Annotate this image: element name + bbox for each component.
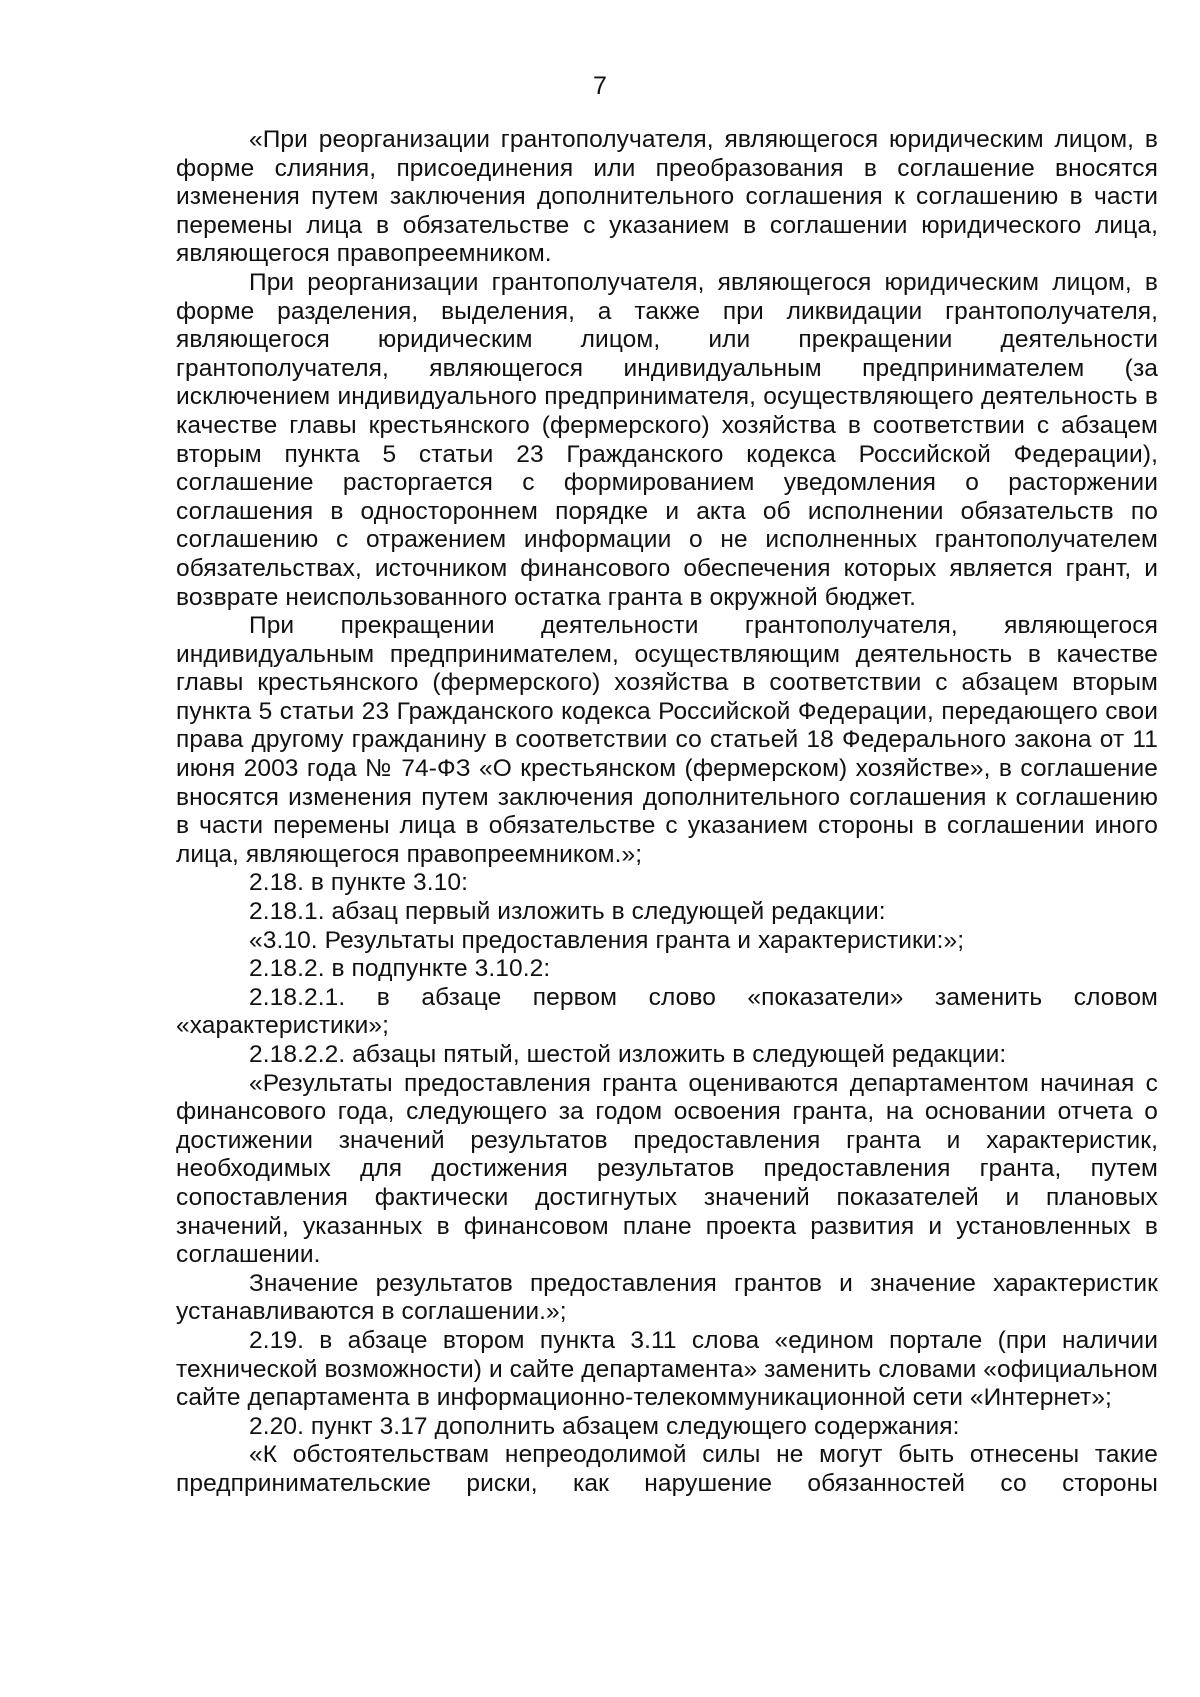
paragraph: «Результаты предоставления гранта оцениваются департаментом начиная с финансового года, следующего за годом освоения гранта, на основании отчета о достижении значений результатов предоставления гранта и характеристик, необходимых для достижения результатов предоставления гранта, путем сопоставления фактически достигнутых значений показателей и плановых значений, указанных в финансовом плане проекта развития и установленных в соглашении.: [176, 1069, 1158, 1269]
paragraph: 2.18. в пункте 3.10:: [249, 869, 469, 897]
paragraph: «К обстоятельствам непреодолимой силы не могут быть отнесены такие предпринимательские риски, как нарушение обязанностей со стороны: [176, 1441, 1158, 1497]
paragraph: «При реорганизации грантополучателя, являющегося юридическим лицом, в форме слияния, присоединения или преобразования в соглашение вносятся изменения путем заключения дополнительного соглашения к соглашению в части перемены лица в обязательстве с указанием в соглашении юридического лица, являющегося правопреемником.: [176, 126, 1158, 268]
paragraph: При реорганизации грантополучателя, являющегося юридическим лицом, в форме разделения, выделения, а также при ликвидации грантополучателя, являющегося юридическим лицом, или прекращении деятельности грантополучателя, являющегося индивидуальным предпринимателем (за исключением индивидуального предпринимателя, осуществляющего деятельность в качестве главы крестьянского (фермерского) хозяйства в соответствии с абзацем вторым пункта 5 статьи 23 Гражданского кодекса Российской Федерации), соглашение расторгается с формированием уведомления о расторжении соглашения в одностороннем порядке и акта об исполнении обязательств по соглашению с отражением информации о не исполненных грантополучателем обязательствах, источником финансового обеспечения которых является грант, и возврате неиспользованного остатка гранта в окружной бюджет.: [176, 268, 1158, 611]
paragraph: 2.20. пункт 3.17 дополнить абзацем следующего содержания:: [249, 1412, 960, 1440]
paragraph: 2.18.2.1. в абзаце первом слово «показатели» заменить словом «характеристики»;: [176, 983, 1158, 1040]
paragraph: При прекращении деятельности грантополучателя, являющегося индивидуальным предпринимателем, осуществляющим деятельность в качестве главы крестьянского (фермерского) хозяйства в соответствии с абзацем вторым пункта 5 статьи 23 Гражданского кодекса Российской Федерации, передающего свои права другому гражданину в соответствии со статьей 18 Федерального закона от 11 июня 2003 года № 74-ФЗ «О крестьянском (фермерском) хозяйстве», в соглашение вносятся изменения путем заключения дополнительного соглашения к соглашению в части перемены лица в обязательстве с указанием стороны в соглашении иного лица, являющегося правопреемником.»;: [176, 612, 1158, 868]
document-body: [176, 126, 1158, 1499]
paragraph: 2.18.2. в подпункте 3.10.2:: [249, 955, 551, 983]
paragraph: 2.19. в абзаце втором пункта 3.11 слова «едином портале (при наличии технической возможности) и сайте департамента» заменить словами «официальном сайте департамента в информационно-телекоммуникационной сети «Интернет»;: [176, 1326, 1158, 1412]
page-number: 7: [593, 72, 607, 100]
paragraph: 2.18.1. абзац первый изложить в следующей редакции:: [249, 898, 886, 926]
paragraph: 2.18.2.2. абзацы пятый, шестой изложить в следующей редакции:: [249, 1041, 1007, 1068]
paragraph: Значение результатов предоставления грантов и значение характеристик устанавливаются в соглашении.»;: [176, 1269, 1158, 1326]
paragraph: «3.10. Результаты предоставления гранта и характеристики:»;: [249, 926, 965, 954]
